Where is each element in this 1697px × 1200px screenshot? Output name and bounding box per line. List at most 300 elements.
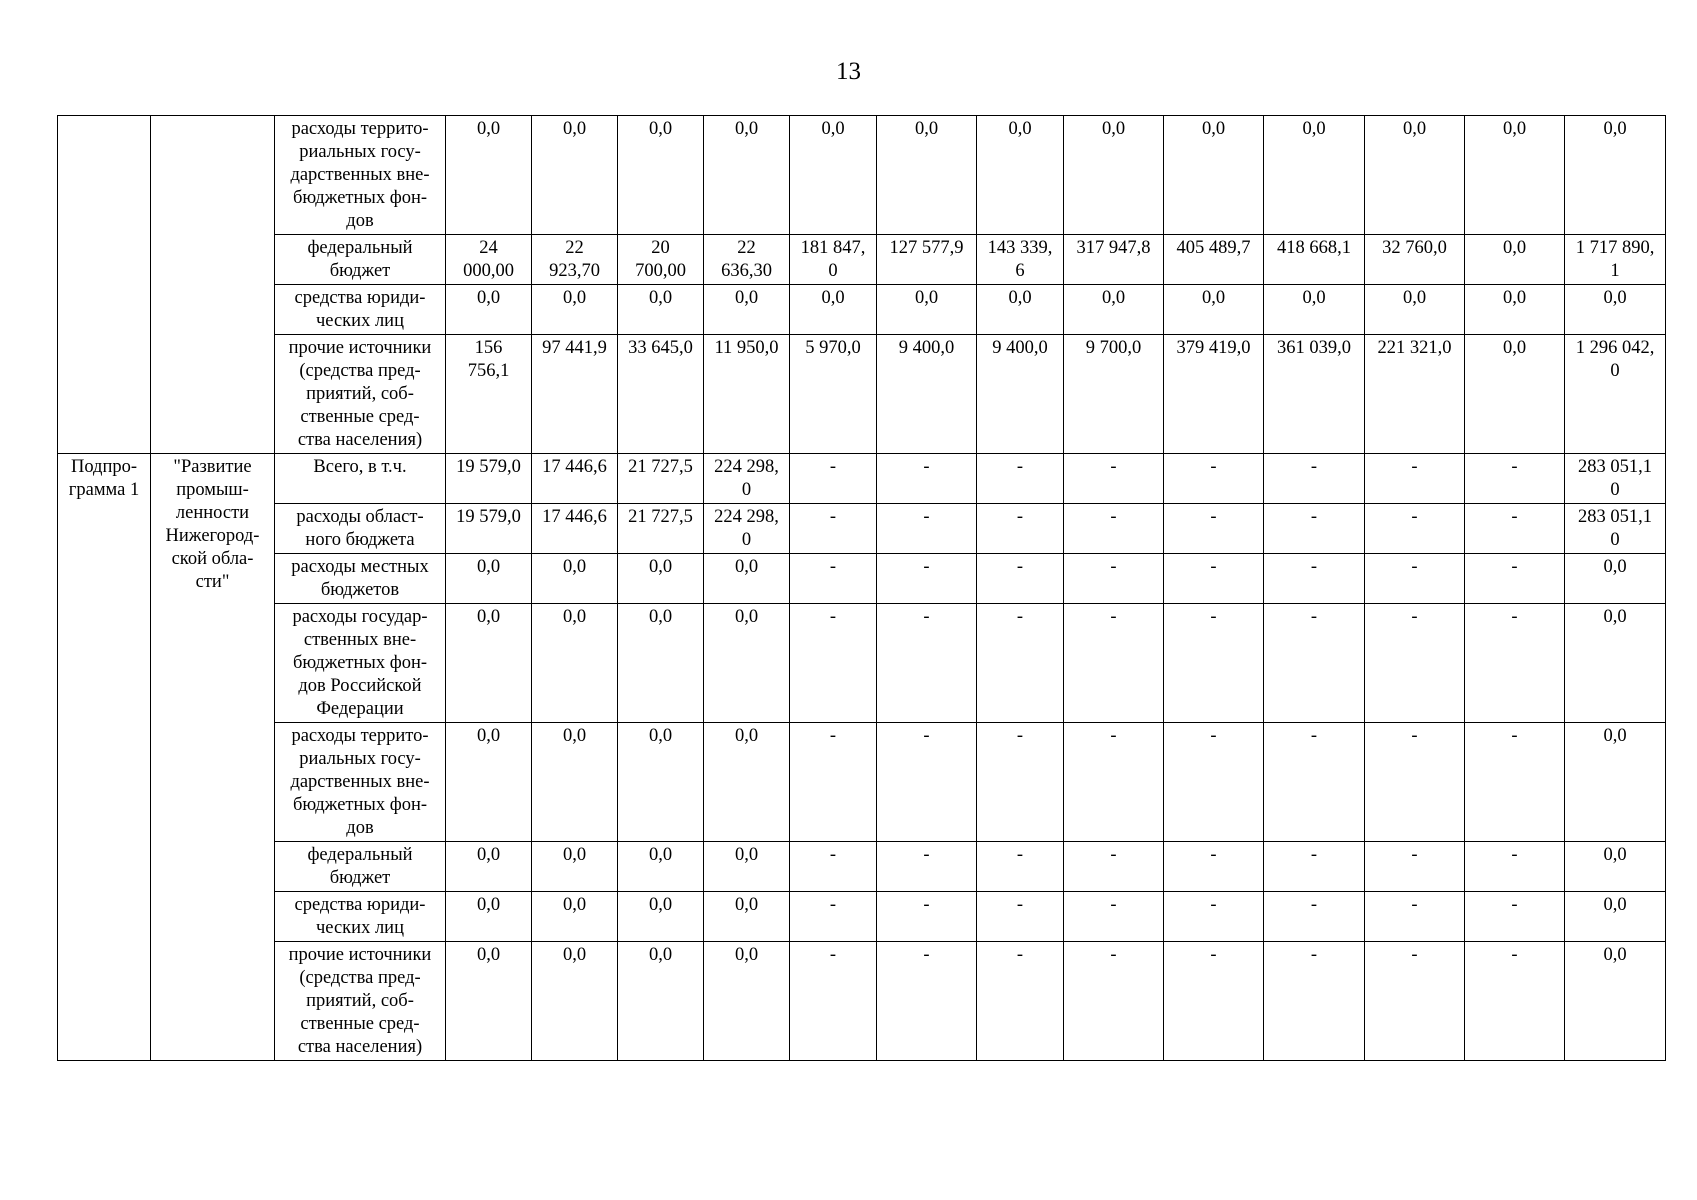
value-line: 0,0 xyxy=(1603,845,1627,865)
table-row xyxy=(58,942,1666,1061)
value-cell xyxy=(1365,723,1465,842)
value-line: 0 xyxy=(1610,530,1620,550)
value-line: - xyxy=(1310,726,1318,746)
value-line: - xyxy=(829,726,837,746)
value-cell xyxy=(977,235,1064,285)
value-cell xyxy=(877,554,977,604)
value-line: - xyxy=(1411,557,1418,577)
value-cell xyxy=(1264,842,1365,892)
value-line: - xyxy=(1511,607,1518,627)
value-cell xyxy=(532,504,618,554)
value-line: 0,0 xyxy=(648,895,673,915)
value-line: - xyxy=(923,726,930,746)
value-cell xyxy=(1264,892,1365,942)
value-cell xyxy=(1365,942,1465,1061)
value-cell xyxy=(877,285,977,335)
value-cell xyxy=(532,554,618,604)
value-cell xyxy=(1365,842,1465,892)
value-line: 0,0 xyxy=(562,288,587,308)
value-line: - xyxy=(1411,507,1418,527)
value-line: 0,0 xyxy=(734,557,759,577)
funding-source-line: ственные сред- xyxy=(300,407,420,427)
value-cell xyxy=(977,892,1064,942)
funding-source-line: дарственных вне- xyxy=(290,772,430,792)
value-line: - xyxy=(1411,726,1418,746)
value-line: - xyxy=(923,457,930,477)
value-line: 0,0 xyxy=(476,895,501,915)
empty-label-cell xyxy=(58,116,151,454)
value-line: 21 727,5 xyxy=(628,507,693,527)
value-line: 224 298, xyxy=(714,507,779,527)
value-cell xyxy=(446,942,532,1061)
value-line: - xyxy=(1511,557,1518,577)
value-line: 0,0 xyxy=(1302,119,1326,139)
value-cell xyxy=(618,892,704,942)
funding-source-line: средства юриди- xyxy=(294,895,426,915)
value-line: 0,0 xyxy=(1402,288,1427,308)
value-line: - xyxy=(1210,945,1217,965)
value-line: - xyxy=(923,557,930,577)
value-cell xyxy=(1164,842,1264,892)
value-cell xyxy=(1565,235,1666,285)
funding-source-line: бюджетных фон- xyxy=(292,188,428,208)
value-line: 0,0 xyxy=(1201,119,1226,139)
value-line: 9 400,0 xyxy=(992,338,1048,358)
value-cell xyxy=(1365,335,1465,454)
value-line: 19 579,0 xyxy=(456,457,521,477)
value-line: 1 717 890, xyxy=(1575,238,1655,258)
value-line: - xyxy=(1110,457,1117,477)
value-line: 0,0 xyxy=(1502,288,1527,308)
value-line: 0 xyxy=(1610,361,1620,381)
value-cell xyxy=(618,504,704,554)
funding-source-line: прочие источники xyxy=(288,945,432,965)
value-line: 21 727,5 xyxy=(628,457,693,477)
value-cell xyxy=(1465,454,1565,504)
value-cell xyxy=(1465,235,1565,285)
value-cell xyxy=(618,554,704,604)
value-cell xyxy=(1064,335,1164,454)
value-cell xyxy=(704,504,790,554)
value-line: - xyxy=(1210,845,1217,865)
value-line: 0,0 xyxy=(1502,238,1527,258)
value-line: 181 847, xyxy=(800,238,866,258)
funding-source-line: (средства пред- xyxy=(299,968,421,988)
value-cell xyxy=(618,285,704,335)
funding-source-line: Федерации xyxy=(316,699,404,719)
value-cell xyxy=(790,285,877,335)
value-cell xyxy=(704,604,790,723)
value-cell xyxy=(1164,454,1264,504)
value-cell xyxy=(977,554,1064,604)
value-line: 17 446,6 xyxy=(542,457,607,477)
value-line: - xyxy=(1110,607,1117,627)
value-line: 33 645,0 xyxy=(628,338,693,358)
subprogram-label-cell-line: Подпро- xyxy=(70,457,138,477)
value-line: 97 441,9 xyxy=(542,338,607,358)
value-cell xyxy=(1064,554,1164,604)
value-line: - xyxy=(1016,945,1024,965)
value-line: 0,0 xyxy=(648,607,673,627)
value-cell xyxy=(1164,235,1264,285)
value-line: - xyxy=(829,607,837,627)
value-line: - xyxy=(1110,945,1117,965)
value-cell xyxy=(446,235,532,285)
value-line: 0,0 xyxy=(648,945,673,965)
value-cell xyxy=(1064,285,1164,335)
value-cell xyxy=(618,235,704,285)
value-cell xyxy=(1164,892,1264,942)
value-line: 24 xyxy=(479,238,498,258)
value-cell xyxy=(877,604,977,723)
value-line: 0,0 xyxy=(648,726,673,746)
value-line: 0,0 xyxy=(562,945,587,965)
subprogram-name-cell xyxy=(151,454,275,1061)
funding-source-line: федеральный xyxy=(307,238,413,258)
value-cell xyxy=(1264,235,1365,285)
value-line: 0,0 xyxy=(476,726,501,746)
value-cell xyxy=(1064,723,1164,842)
value-line: 0,0 xyxy=(734,945,759,965)
value-cell xyxy=(1565,604,1666,723)
subprogram-name-cell-line: Нижегород- xyxy=(165,526,260,546)
value-cell xyxy=(1164,604,1264,723)
value-cell xyxy=(1064,942,1164,1061)
funding-source-line: бюджет xyxy=(329,261,391,281)
value-cell xyxy=(1264,504,1365,554)
value-line: 0,0 xyxy=(476,845,501,865)
value-line: 32 760,0 xyxy=(1382,238,1447,258)
value-cell xyxy=(790,235,877,285)
value-cell xyxy=(532,235,618,285)
funding-source-line: приятий, соб- xyxy=(306,384,414,404)
value-cell xyxy=(1465,554,1565,604)
funding-source-line: ства населения) xyxy=(297,430,423,450)
table-row xyxy=(58,723,1666,842)
value-line: 0,0 xyxy=(1201,288,1226,308)
value-cell xyxy=(532,942,618,1061)
funding-source-line: прочие источники xyxy=(288,338,432,358)
value-line: 0,0 xyxy=(1502,338,1527,358)
subprogram-name-cell-line: промыш- xyxy=(176,480,249,500)
value-cell xyxy=(977,604,1064,723)
subprogram-name-cell-line: ской обла- xyxy=(171,549,254,569)
value-cell xyxy=(532,454,618,504)
value-cell xyxy=(1565,285,1666,335)
value-line: 0,0 xyxy=(914,288,939,308)
value-cell xyxy=(618,942,704,1061)
funding-source-line: дов Российской xyxy=(298,676,422,696)
value-cell xyxy=(618,335,704,454)
value-cell xyxy=(1565,942,1666,1061)
funding-source-line: ственных вне- xyxy=(303,630,417,650)
funding-source-line: бюджетных фон- xyxy=(292,653,428,673)
value-cell xyxy=(1164,554,1264,604)
funding-source-line: (средства пред- xyxy=(299,361,421,381)
value-line: 0,0 xyxy=(1302,288,1326,308)
value-line: 0,0 xyxy=(562,726,587,746)
value-cell xyxy=(1264,554,1365,604)
table-row xyxy=(58,235,1666,285)
value-line: 0,0 xyxy=(1603,288,1627,308)
value-line: 636,30 xyxy=(721,261,772,281)
value-line: 0,0 xyxy=(1402,119,1427,139)
value-line: 0,0 xyxy=(914,119,939,139)
value-cell xyxy=(618,604,704,723)
value-cell xyxy=(1164,335,1264,454)
value-line: 9 400,0 xyxy=(898,338,955,358)
value-line: 0,0 xyxy=(821,119,845,139)
value-line: 923,70 xyxy=(549,261,600,281)
value-line: - xyxy=(1210,507,1217,527)
value-line: 156 xyxy=(474,338,503,358)
value-line: - xyxy=(923,945,930,965)
funding-source-line: расходы террито- xyxy=(291,726,429,746)
value-line: 19 579,0 xyxy=(456,507,521,527)
funding-source-line: расходы террито- xyxy=(291,119,429,139)
value-line: 0,0 xyxy=(1008,119,1032,139)
value-cell xyxy=(532,285,618,335)
value-cell xyxy=(532,723,618,842)
value-line: - xyxy=(829,557,837,577)
value-line: - xyxy=(1210,607,1217,627)
page-number: 13 xyxy=(836,58,861,85)
value-line: - xyxy=(829,945,837,965)
funding-source-line: расходы област- xyxy=(296,507,424,527)
value-line: 418 668,1 xyxy=(1277,238,1351,258)
funding-source-line: бюджетов xyxy=(320,580,400,600)
value-line: - xyxy=(1110,845,1117,865)
value-cell xyxy=(1465,335,1565,454)
funding-source-cell xyxy=(275,942,446,1061)
value-cell xyxy=(1565,842,1666,892)
value-cell xyxy=(1164,285,1264,335)
value-cell xyxy=(704,454,790,504)
value-line: - xyxy=(1016,607,1024,627)
value-line: 0,0 xyxy=(648,845,673,865)
value-line: 0,0 xyxy=(648,557,673,577)
value-line: 0,0 xyxy=(734,726,759,746)
value-line: - xyxy=(1110,507,1117,527)
value-line: 0,0 xyxy=(734,845,759,865)
value-cell xyxy=(877,842,977,892)
value-cell xyxy=(1565,892,1666,942)
value-line: 000,00 xyxy=(463,261,514,281)
value-line: 0,0 xyxy=(562,607,587,627)
funding-source-line: дов xyxy=(346,211,374,231)
value-cell xyxy=(790,604,877,723)
value-cell xyxy=(704,842,790,892)
value-cell xyxy=(1264,116,1365,235)
value-line: 317 947,8 xyxy=(1076,238,1151,258)
value-line: 127 577,9 xyxy=(889,238,964,258)
value-line: - xyxy=(1411,845,1418,865)
value-line: 0,0 xyxy=(1603,945,1627,965)
subprogram-label-cell xyxy=(58,454,151,1061)
funding-source-line: Всего, в т.ч. xyxy=(313,457,407,477)
value-cell xyxy=(1365,504,1465,554)
value-line: 224 298, xyxy=(714,457,779,477)
value-line: - xyxy=(1511,845,1518,865)
value-cell xyxy=(790,942,877,1061)
value-line: 0,0 xyxy=(562,895,587,915)
value-cell xyxy=(1465,842,1565,892)
value-cell xyxy=(1064,604,1164,723)
value-cell xyxy=(532,892,618,942)
value-line: - xyxy=(829,895,837,915)
value-cell xyxy=(618,116,704,235)
value-cell xyxy=(1565,504,1666,554)
value-line: 0,0 xyxy=(1603,119,1627,139)
value-line: 0 xyxy=(1610,480,1620,500)
value-cell xyxy=(532,335,618,454)
value-line: 700,00 xyxy=(635,261,686,281)
value-cell xyxy=(1365,454,1465,504)
value-line: - xyxy=(1110,726,1117,746)
value-line: 1 xyxy=(1610,261,1620,281)
value-line: - xyxy=(1110,557,1117,577)
value-line: 756,1 xyxy=(467,361,510,381)
value-cell xyxy=(704,335,790,454)
value-cell xyxy=(446,892,532,942)
funding-source-cell xyxy=(275,723,446,842)
value-line: - xyxy=(1310,557,1318,577)
subprogram-name-cell-line: сти" xyxy=(195,572,230,592)
value-line: 0,0 xyxy=(476,119,501,139)
funding-source-cell xyxy=(275,892,446,942)
value-cell xyxy=(1264,335,1365,454)
value-cell xyxy=(704,235,790,285)
value-line: 361 039,0 xyxy=(1277,338,1351,358)
value-line: - xyxy=(1411,895,1418,915)
table-row xyxy=(58,604,1666,723)
value-line: 0,0 xyxy=(648,119,673,139)
value-line: 0 xyxy=(828,261,838,281)
value-cell xyxy=(977,335,1064,454)
value-line: 405 489,7 xyxy=(1176,238,1251,258)
value-cell xyxy=(1465,723,1565,842)
value-cell xyxy=(446,504,532,554)
value-cell xyxy=(704,942,790,1061)
value-line: - xyxy=(923,845,930,865)
value-cell xyxy=(1264,454,1365,504)
value-cell xyxy=(1064,116,1164,235)
funding-source-line: расходы государ- xyxy=(292,607,428,627)
value-cell xyxy=(618,842,704,892)
funding-source-line: бюджетных фон- xyxy=(292,795,428,815)
value-cell xyxy=(1264,604,1365,723)
value-cell xyxy=(790,892,877,942)
value-cell xyxy=(790,454,877,504)
value-cell xyxy=(704,554,790,604)
value-cell xyxy=(1064,235,1164,285)
value-line: 17 446,6 xyxy=(542,507,607,527)
value-cell xyxy=(704,723,790,842)
value-cell xyxy=(790,335,877,454)
value-cell xyxy=(790,116,877,235)
value-line: 0,0 xyxy=(1603,895,1627,915)
value-line: 283 051,1 xyxy=(1578,457,1652,477)
value-cell xyxy=(1164,723,1264,842)
value-line: - xyxy=(1110,895,1117,915)
value-line: 11 950,0 xyxy=(714,338,779,358)
value-line: 0,0 xyxy=(1101,119,1126,139)
value-cell xyxy=(790,842,877,892)
value-cell xyxy=(704,116,790,235)
value-line: - xyxy=(1016,507,1024,527)
value-cell xyxy=(1164,116,1264,235)
value-cell xyxy=(704,285,790,335)
value-line: 0 xyxy=(741,480,752,500)
value-line: 0,0 xyxy=(476,607,501,627)
value-line: 5 970,0 xyxy=(805,338,861,358)
value-line: - xyxy=(829,457,837,477)
value-line: 0,0 xyxy=(734,895,759,915)
value-line: 20 xyxy=(651,238,670,258)
funding-source-cell xyxy=(275,842,446,892)
funding-source-line: федеральный xyxy=(307,845,413,865)
table-row xyxy=(58,892,1666,942)
value-line: - xyxy=(1016,726,1024,746)
value-cell xyxy=(446,454,532,504)
value-cell xyxy=(790,504,877,554)
value-cell xyxy=(977,504,1064,554)
value-line: 0 xyxy=(741,530,752,550)
value-cell xyxy=(790,554,877,604)
table-row xyxy=(58,285,1666,335)
value-cell xyxy=(877,454,977,504)
value-cell xyxy=(1365,554,1465,604)
value-line: 0,0 xyxy=(648,288,673,308)
budget-table xyxy=(57,115,1666,1061)
funding-source-line: ственные сред- xyxy=(300,1014,420,1034)
funding-source-cell xyxy=(275,554,446,604)
value-cell xyxy=(790,723,877,842)
value-line: - xyxy=(829,507,837,527)
table-row xyxy=(58,335,1666,454)
value-line: 1 296 042, xyxy=(1575,338,1655,358)
funding-source-cell xyxy=(275,604,446,723)
value-line: - xyxy=(1310,507,1318,527)
value-cell xyxy=(877,504,977,554)
value-cell xyxy=(977,842,1064,892)
value-line: - xyxy=(1016,557,1024,577)
value-cell xyxy=(977,723,1064,842)
value-cell xyxy=(618,723,704,842)
value-cell xyxy=(977,454,1064,504)
value-cell xyxy=(977,285,1064,335)
funding-source-line: риальных госу- xyxy=(299,142,421,162)
value-cell xyxy=(877,235,977,285)
value-line: 0,0 xyxy=(821,288,845,308)
funding-source-line: средства юриди- xyxy=(294,288,426,308)
value-cell xyxy=(532,842,618,892)
value-cell xyxy=(1465,892,1565,942)
value-cell xyxy=(532,604,618,723)
funding-source-line: приятий, соб- xyxy=(306,991,414,1011)
value-cell xyxy=(877,335,977,454)
value-line: - xyxy=(1310,895,1318,915)
value-line: 283 051,1 xyxy=(1578,507,1652,527)
funding-source-line: ческих лиц xyxy=(316,918,404,938)
funding-source-cell xyxy=(275,504,446,554)
funding-source-line: ного бюджета xyxy=(305,530,415,550)
value-line: 0,0 xyxy=(1603,726,1627,746)
value-line: 143 339, xyxy=(987,238,1053,258)
value-line: 379 419,0 xyxy=(1176,338,1251,358)
value-cell xyxy=(1365,116,1465,235)
value-line: 0,0 xyxy=(734,288,759,308)
